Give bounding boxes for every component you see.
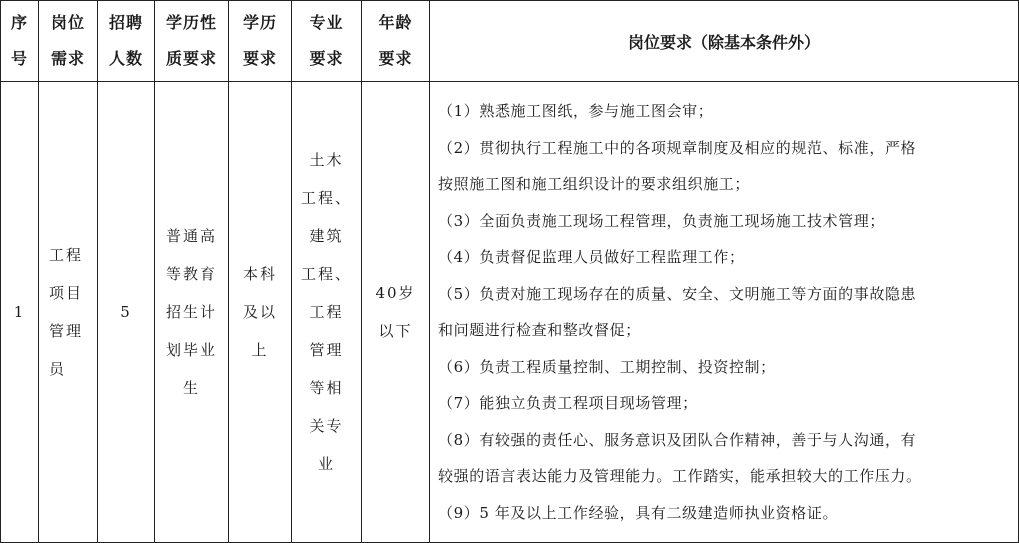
cell-requirements — [430, 82, 1019, 543]
cell-age: 40岁 以下 — [362, 82, 430, 543]
header-seq: 序 号 — [1, 1, 39, 82]
header-age: 年龄 要求 — [362, 1, 430, 82]
requirement-line: （3）全面负责施工现场工程管理，负责施工现场施工技术管理； — [438, 211, 885, 230]
requirement-line: （6）负责工程质量控制、工期控制、投资控制； — [438, 357, 776, 376]
requirement-line: 和问题进行检查和整改督促； — [438, 321, 641, 339]
cell-major: 土木 工程、 建筑 工程、 工程 管理 等相 关专 业 — [292, 82, 362, 543]
cell-seq: 1 — [1, 82, 39, 543]
header-requirements: 岗位要求（除基本条件外） — [430, 1, 1019, 82]
requirement-line: 较强的语言表达能力及管理能力。工作踏实，能承担较大的工作压力。 — [438, 467, 922, 485]
table-row — [1, 82, 1019, 543]
requirement-line: 按照施工图和施工组织设计的要求组织施工； — [438, 175, 751, 193]
header-edu-type: 学历性 质要求 — [155, 1, 229, 82]
cell-count: 5 — [98, 82, 155, 543]
cell-degree: 本科 及以 上 — [229, 82, 292, 543]
header-row — [1, 1, 1019, 82]
header-degree: 学历 要求 — [229, 1, 292, 82]
requirement-line: （7）能独立负责工程项目现场管理； — [438, 394, 698, 412]
header-major: 专业 要求 — [292, 1, 362, 82]
cell-edu-type: 普通高 等教育 招生计 划毕业 生 — [155, 82, 229, 543]
requirement-line: （9）5 年及以上工作经验，具有二级建造师执业资格证。 — [438, 503, 839, 522]
header-position: 岗位 需求 — [39, 1, 98, 82]
requirement-line: （5）负责对施工现场存在的质量、安全、文明施工等方面的事故隐患 — [438, 284, 917, 303]
header-count: 招聘 人数 — [98, 1, 155, 82]
requirement-line: （2）贯彻执行工程施工中的各项规章制度及相应的规范、标准，严格 — [438, 138, 917, 157]
requirement-line: （4）负责督促监理人员做好工程监理工作； — [438, 248, 745, 266]
cell-position: 工程 项目 管理 员 — [39, 82, 98, 543]
requirement-line: （8）有较强的责任心、服务意识及团队合作精神，善于与人沟通，有 — [438, 430, 917, 449]
requirement-line: （1）熟悉施工图纸，参与施工图会审； — [438, 102, 714, 120]
